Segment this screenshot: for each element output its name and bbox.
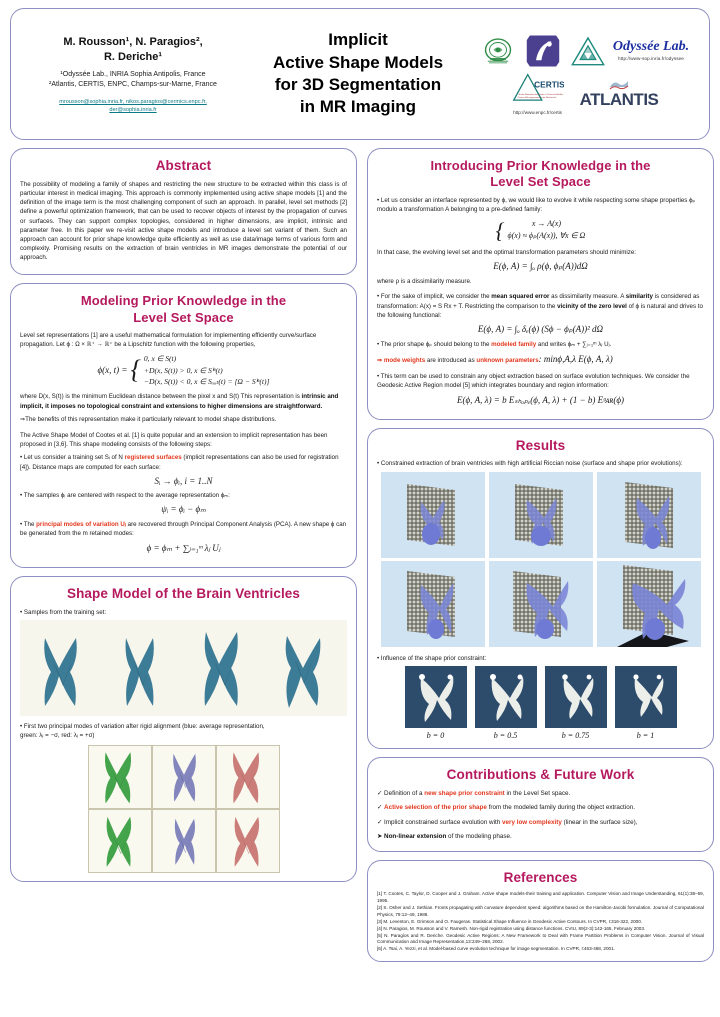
prior-image-2 bbox=[545, 666, 607, 728]
introducing-eq1-row1: x → A(x) bbox=[531, 219, 561, 229]
modeling-para-2a: where D(x, S(t)) is the minimum Euclidean distance between the pixel x and S(t) This representation is bbox=[20, 393, 302, 401]
modeling-bullet-1 bbox=[20, 453, 347, 472]
ventricle-prior-render-0 bbox=[405, 666, 467, 728]
title-line-2: Active Shape Models bbox=[272, 52, 444, 72]
atlantis-label: ATLANTIS bbox=[579, 89, 659, 109]
pca-cell-blue-2 bbox=[152, 809, 216, 873]
pca-cell-green-2 bbox=[88, 809, 152, 873]
shape-model-bullet-2 bbox=[20, 722, 347, 741]
certis-logo bbox=[512, 72, 564, 115]
ventricle-red-1 bbox=[222, 749, 274, 805]
modeling-bullet-3-red: principal modes of variation Uⱼ bbox=[36, 521, 126, 529]
ensta-seal-icon bbox=[481, 36, 515, 66]
introducing-bullet-1: • Let us consider an interface represented by ϕ, we would like to evolve it while respecting some shape properties ϕₚ modulo a transformation A belonging to a pre-defined family: bbox=[377, 196, 696, 213]
modeling-para-2 bbox=[20, 392, 347, 410]
pca-cell-blue-1 bbox=[152, 745, 216, 809]
reference-item-2: [3] M. Leventon, E. Grimson and O. Faugeras. Statistical Shape Influence in Geodesic Active Contours. In CVPR, I:316-322, 2000. bbox=[377, 918, 643, 924]
level-set-equation bbox=[20, 353, 347, 387]
pca-modes-grid bbox=[20, 745, 347, 873]
contribution-item-1 bbox=[377, 803, 704, 812]
contribution-pre-0: Definition of a bbox=[384, 789, 425, 797]
introducing-bullet-3b: and writes ϕₘ + ∑ⱼ₌₁ᵐ λⱼ Uⱼ. bbox=[536, 341, 612, 349]
atlantis-logo bbox=[580, 77, 659, 110]
contribution-mark-0: ✓ bbox=[377, 789, 383, 797]
modeling-title-line1: Modeling Prior Knowledge in the bbox=[80, 293, 287, 309]
ventricle-red-2 bbox=[223, 813, 273, 869]
contribution-red-0: new shape prior constraint bbox=[424, 789, 505, 797]
pca-cell-red-2 bbox=[216, 809, 280, 873]
ventricle-green-2 bbox=[95, 813, 145, 869]
header-row bbox=[19, 15, 701, 133]
title-line-3: for 3D Segmentation bbox=[274, 75, 442, 94]
training-samples-row bbox=[20, 620, 347, 716]
modeling-bullet-2: • The samples ϕᵢ are centered with respect to the average representation ϕₘ: bbox=[20, 491, 230, 499]
odyssee-lab-label: Odyssée Lab. bbox=[612, 39, 690, 54]
shape-model-bullet-2-line2: green: λⱼ = −σ, red: λⱼ = +σ) bbox=[20, 732, 95, 740]
results-title: Results bbox=[515, 437, 566, 453]
logo-block bbox=[469, 34, 701, 115]
contribution-red-2: very low complexity bbox=[501, 818, 562, 826]
contribution-post-1: from the modeled family during the object extraction. bbox=[486, 804, 635, 812]
modeling-title-line2: Level Set Space bbox=[133, 309, 234, 325]
modeling-equation-3: ϕ = ϕₘ + ∑ⱼ₌₁ᵐ λⱼ Uⱼ bbox=[146, 542, 221, 553]
introducing-equation-2: E(ϕ, A) = ∫ₒ ρ(ϕ, ϕₚ(A))dΩ bbox=[493, 261, 588, 272]
level-set-eq-lhs: ϕ(x, t) = bbox=[97, 365, 128, 376]
modeling-title bbox=[20, 293, 347, 326]
svg-text:CERTIS: CERTIS bbox=[533, 78, 564, 89]
introducing-para-1: In that case, the evolving level set and the optimal transformation parameters should minimize: bbox=[377, 248, 636, 256]
introducing-bullet-2c: is considered as transformation: A(x) = S Rx + T. Restricting the comparison to the bbox=[377, 293, 700, 310]
result-image-4 bbox=[381, 561, 485, 647]
affiliation-2: ²Atlantis, CERTIS, ENPC, Champs-sur-Marne, France bbox=[49, 81, 217, 89]
shape-model-bullet-2-line1: • First two principal modes of variation after rigid alignment (blue: average representation, bbox=[20, 722, 265, 730]
ventricle-prior-render-1 bbox=[475, 666, 537, 728]
introducing-bullet-3a: • The prior shape ϕₚ should belong to the bbox=[377, 341, 492, 349]
result-image-6 bbox=[597, 561, 701, 647]
abstract-text: The possibility of modeling a family of shapes and restricting the new structure to be extracted within this class is of particular interest in medical imaging. This approach is commonly implemented using active shape models [1] and the definition of the image term is the most challenging component of such an approach. In parallel, level set methods [2] define a powerful optimization framework, that can be used to recover objects of interest by the propagation of curves or surfaces. They can support complex topologies, considered in higher dimensions, are implicit, intrinsic and parameter free. In this paper we re-visit active shape models and introduce a level set variant of them. Such an approach can account for prior shape knowledge quite efficiently as well as use data/image terms of various form and complexity. Promising results on the extraction of brain ventricles in MR images demonstrate the potential of our approach. bbox=[20, 180, 347, 262]
contributions-title: Contributions & Future Work bbox=[446, 766, 635, 782]
references-panel bbox=[367, 860, 714, 963]
contribution-pre-2: Implicit constrained surface evolution with bbox=[384, 818, 502, 826]
svg-text:Ecole Nationale des Ponts et C: Ecole Nationale des Ponts et Chauss\u00e9es bbox=[518, 93, 563, 96]
modeling-bullet-1a: • Let us consider a training set Sᵢ of N bbox=[20, 454, 125, 462]
introducing-bullet-3 bbox=[377, 340, 704, 349]
results-image-row-1 bbox=[377, 472, 704, 558]
references-title: References bbox=[503, 869, 578, 885]
brace-glyph-2: { bbox=[495, 217, 505, 243]
introducing-bullet-3-red: modeled family bbox=[491, 341, 537, 349]
author-names-line1: M. Rousson¹, N. Paragios², bbox=[63, 36, 203, 49]
modeling-para-2-bold: intrinsic and implicit, it imposes no topological constraint and extensions to higher dimensions are straightforward. bbox=[20, 393, 339, 410]
introducing-bullet-2-bold1: mean squared error bbox=[491, 293, 550, 301]
introducing-bullet-4 bbox=[377, 353, 704, 367]
result-image-5 bbox=[489, 561, 593, 647]
prior-label-1: b = 0.5 bbox=[493, 730, 518, 740]
introducing-equation-1 bbox=[377, 218, 704, 243]
reference-item-3: [4] N. Paragios, M. Rousson and V. Ramesh. Non-rigid registration using distance functions. CVIU, 89(2-3):142-165, February 2003. bbox=[377, 925, 646, 931]
brace-glyph: { bbox=[130, 354, 141, 384]
email-link-line2[interactable]: der@sophia.inria.fr bbox=[109, 107, 157, 114]
modeling-para-1: Level set representations [1] are a useful mathematical formulation for implementing efficiently curve/surface propagation. Let ϕ : Ω × ℝ⁺ → ℝ⁺ be a Lipschitz function with the following properties, bbox=[20, 331, 317, 349]
introducing-eq1-row2: ϕ(x) ≈ ϕₚ(A(x)), ∀x ∈ Ω bbox=[507, 231, 586, 241]
modeling-bullet-3 bbox=[20, 520, 347, 539]
result-image-3 bbox=[597, 472, 701, 558]
prior-label-0: b = 0 bbox=[426, 730, 445, 740]
modeling-bullet-3a: • The bbox=[20, 521, 37, 529]
svg-text:Centre d'Enseignement et de Re: Centre d'Enseignement et de Recherche bbox=[517, 96, 557, 99]
odyssee-wordmark bbox=[613, 40, 689, 61]
introducing-bullet-4-mid: are introduced as bbox=[425, 357, 477, 365]
ventricle-prior-render-3 bbox=[615, 666, 677, 728]
prior-image-1 bbox=[475, 666, 537, 728]
level-set-case-3: −D(x, S(t)) < 0, x ∈ Sₒᵤₜ(t) = [Ω − Sⁱⁿ(t)] bbox=[143, 377, 270, 387]
introducing-bullet-2a: • For the sake of implicit, we consider the bbox=[377, 293, 492, 301]
left-column bbox=[10, 148, 357, 890]
contribution-post-2: (linear in the surface size), bbox=[561, 818, 638, 826]
introducing-bullet-2 bbox=[377, 292, 704, 320]
prior-label-2: b = 0.75 bbox=[561, 730, 590, 740]
logo-row-top bbox=[469, 34, 701, 68]
title-line-1: Implicit bbox=[328, 30, 388, 50]
mri-slice-render-3 bbox=[597, 472, 701, 558]
prior-influence-item-1 bbox=[475, 666, 537, 740]
ventricle-sample-3 bbox=[191, 628, 255, 712]
modeling-bullet-1-red: registered surfaces bbox=[124, 454, 182, 462]
level-set-case-2: +D(x, S(t)) > 0, x ∈ Sⁱⁿ(t) bbox=[143, 365, 223, 375]
introducing-bullet-5: • This term can be used to constrain any object extraction based on surface evolution techniques. We consider the Geodesic Active Region model [5] which integrates boundary and region information: bbox=[377, 372, 690, 390]
mri-slice-render-5 bbox=[489, 561, 593, 647]
abstract-title: Abstract bbox=[155, 158, 212, 173]
ventricle-blue-2 bbox=[161, 813, 207, 869]
title-line-4: in MR Imaging bbox=[299, 97, 417, 117]
introducing-bullet-2d: of ϕ is natural and drives to the following functional: bbox=[377, 302, 703, 319]
contribution-mark-1: ✓ bbox=[377, 804, 383, 812]
introducing-bullet-2-bold3: vicinity of the zero level bbox=[557, 302, 627, 310]
ventricle-sample-2 bbox=[114, 632, 172, 712]
introducing-bullet-4-red1: ⇒ mode weights bbox=[377, 357, 426, 365]
modeling-bullet-3b: are recovered through Principal Component Analysis (PCA). A new shape ϕ can be generated from the m retained modes: bbox=[20, 521, 347, 538]
contribution-post-3: of the modeling phase. bbox=[446, 833, 512, 841]
results-bullet-1: • Constrained extraction of brain ventricles with high artificial Riccian noise (surface and shape prior evolutions): bbox=[377, 460, 683, 468]
introducing-bullet-2b: as dissimilarity measure. A bbox=[549, 293, 626, 301]
ventricle-sample-1 bbox=[31, 632, 95, 712]
results-image-grid bbox=[377, 472, 704, 647]
introducing-eq1-rows bbox=[507, 218, 585, 243]
introducing-title bbox=[377, 158, 704, 191]
header-panel bbox=[10, 8, 710, 140]
modeling-para-4: The Active Shape Model of Cootes et al. [1] is quite popular and an extension to implicit representation has been proposed in [3,6]. This shape modeling consists of the following steps: bbox=[20, 431, 328, 449]
reference-item-5: [6] A. Tsai, A. Yezzi, et al. Model-based curve evolution technique for image segmentation. In CVPR, I:463-468, 2001. bbox=[377, 946, 615, 952]
contribution-mark-3: ➤ bbox=[377, 833, 383, 841]
introducing-title-line1: Introducing Prior Knowledge in the bbox=[430, 158, 651, 173]
modeling-para-3: ⇒The benefits of this representation make it particularly relevant to model shape distributions. bbox=[20, 415, 277, 423]
result-image-1 bbox=[381, 472, 485, 558]
contribution-item-2 bbox=[377, 818, 704, 827]
introducing-panel bbox=[367, 148, 714, 420]
prior-influence-item-0 bbox=[405, 666, 467, 740]
body-columns bbox=[10, 148, 710, 962]
prior-influence-item-3 bbox=[615, 666, 677, 740]
contribution-item-3 bbox=[377, 832, 704, 841]
results-panel bbox=[367, 428, 714, 749]
prior-image-3 bbox=[615, 666, 677, 728]
atlantis-wave-icon bbox=[609, 77, 629, 90]
introducing-para-2: where ρ is a dissimilarity measure. bbox=[377, 278, 472, 286]
contribution-item-0 bbox=[377, 789, 704, 798]
results-image-row-2 bbox=[377, 561, 704, 647]
odyssee-url-label: http://www-sop.inria.fr/odyssee bbox=[618, 56, 684, 61]
reference-item-4: [5] N. Paragios and R. Deriche. Geodesic Active Regions: A New Framework to Deal with Frame Partition Problems in Computer Vision. Journal of Visual Communication and Image Representation,13:249–268, 2002. bbox=[377, 932, 704, 945]
email-link-line1[interactable]: mrousson@sophia.inria.fr, nikos.paragios@cermics.enpc.fr, bbox=[59, 98, 207, 105]
logo-row-bottom bbox=[469, 72, 701, 115]
author-names-line2: R. Deriche¹ bbox=[103, 51, 163, 64]
contribution-post-0: in the Level Set space. bbox=[504, 789, 571, 797]
result-image-2 bbox=[489, 472, 593, 558]
prior-label-3: b = 1 bbox=[636, 730, 655, 740]
contribution-bold-3: Non-linear extension bbox=[384, 833, 447, 841]
mri-slice-render-4 bbox=[381, 561, 485, 647]
inria-logo-icon bbox=[523, 34, 563, 68]
introducing-equation-3: E(ϕ, A) = ∫ₒ δₑ(ϕ) (Sϕ − ϕₚ(A))² dΩ bbox=[477, 324, 604, 335]
level-set-case-1: 0, x ∈ S(t) bbox=[143, 354, 177, 364]
affiliation-1: ¹Odyssée Lab., INRIA Sophia Antipolis, France bbox=[60, 70, 206, 78]
prior-image-0 bbox=[405, 666, 467, 728]
right-column bbox=[367, 148, 714, 962]
introducing-bullet-4-eq: : minϕ,A,λ E(ϕ, A, λ) bbox=[538, 354, 613, 365]
pca-mode-row-1 bbox=[88, 745, 280, 809]
poster-title bbox=[247, 29, 469, 119]
reference-item-0: [1] T. Cootes, C. Taylor, D. Cooper and J. Graham. Active shape models-their training and application. Computer Vision and Image Understanding, 61(1):38–59, 1995. bbox=[377, 891, 704, 903]
introducing-equation-4: E(ϕ, A, λ) = b Eₛₕₐₚₑ(ϕ, A, λ) + (1 − b) Eᵍᴀʀ(ϕ) bbox=[457, 394, 624, 405]
level-set-eq-cases bbox=[144, 353, 270, 387]
mri-slice-render-2 bbox=[489, 472, 593, 558]
shape-model-title: Shape Model of the Brain Ventricles bbox=[66, 585, 301, 601]
results-bullet-2: • Influence of the shape prior constraint: bbox=[377, 654, 487, 662]
contribution-red-1: Active selection of the prior shape bbox=[384, 804, 487, 812]
modeling-panel bbox=[10, 283, 357, 567]
contributions-panel bbox=[367, 757, 714, 852]
shape-model-panel bbox=[10, 576, 357, 882]
ventricle-sample-4 bbox=[274, 628, 336, 712]
pca-mode-row-2 bbox=[88, 809, 280, 873]
pca-cell-red-1 bbox=[216, 745, 280, 809]
contribution-mark-2: ✓ bbox=[377, 818, 383, 826]
introducing-bullet-2-bold2: similarity bbox=[625, 293, 653, 301]
email-block bbox=[19, 98, 247, 115]
pca-cell-green-1 bbox=[88, 745, 152, 809]
certis-url-label: http://www.enpc.fr/certis bbox=[513, 109, 562, 115]
modeling-equation-2: ψᵢ = ϕᵢ − ϕₘ bbox=[161, 504, 206, 515]
ventricle-blue-1 bbox=[160, 749, 208, 805]
ventricle-green-1 bbox=[94, 749, 146, 805]
introducing-bullet-4-red2: unknown parameters bbox=[476, 357, 539, 365]
author-block bbox=[19, 33, 247, 114]
references-list bbox=[377, 891, 704, 952]
odyssee-triangle-icon bbox=[571, 36, 605, 66]
mri-slice-render-1 bbox=[381, 472, 485, 558]
abstract-panel bbox=[10, 148, 357, 275]
certis-logo-icon bbox=[512, 72, 564, 104]
mri-slice-render-6 bbox=[597, 561, 701, 647]
prior-influence-item-2 bbox=[545, 666, 607, 740]
introducing-title-line2: Level Set Space bbox=[490, 174, 591, 190]
author-names bbox=[19, 35, 247, 65]
modeling-equation-1: Sᵢ → ϕᵢ, i = 1..N bbox=[154, 475, 213, 486]
ventricle-prior-render-2 bbox=[545, 666, 607, 728]
reference-item-1: [2] S. Osher and J. Sethian. Fronts propagating with curvature dependent speed: algorithms based on the Hamilton-Jacobi formulation. Journal of Computational Physics, 79:12–49, 1988. bbox=[377, 905, 704, 917]
shape-model-bullet-1: • Samples from the training set: bbox=[20, 608, 107, 616]
modeling-bullet-1b: (implicit representations can also be used for registration [4]). Distance maps are computed for each surface: bbox=[20, 454, 339, 471]
prior-influence-row bbox=[377, 666, 704, 740]
